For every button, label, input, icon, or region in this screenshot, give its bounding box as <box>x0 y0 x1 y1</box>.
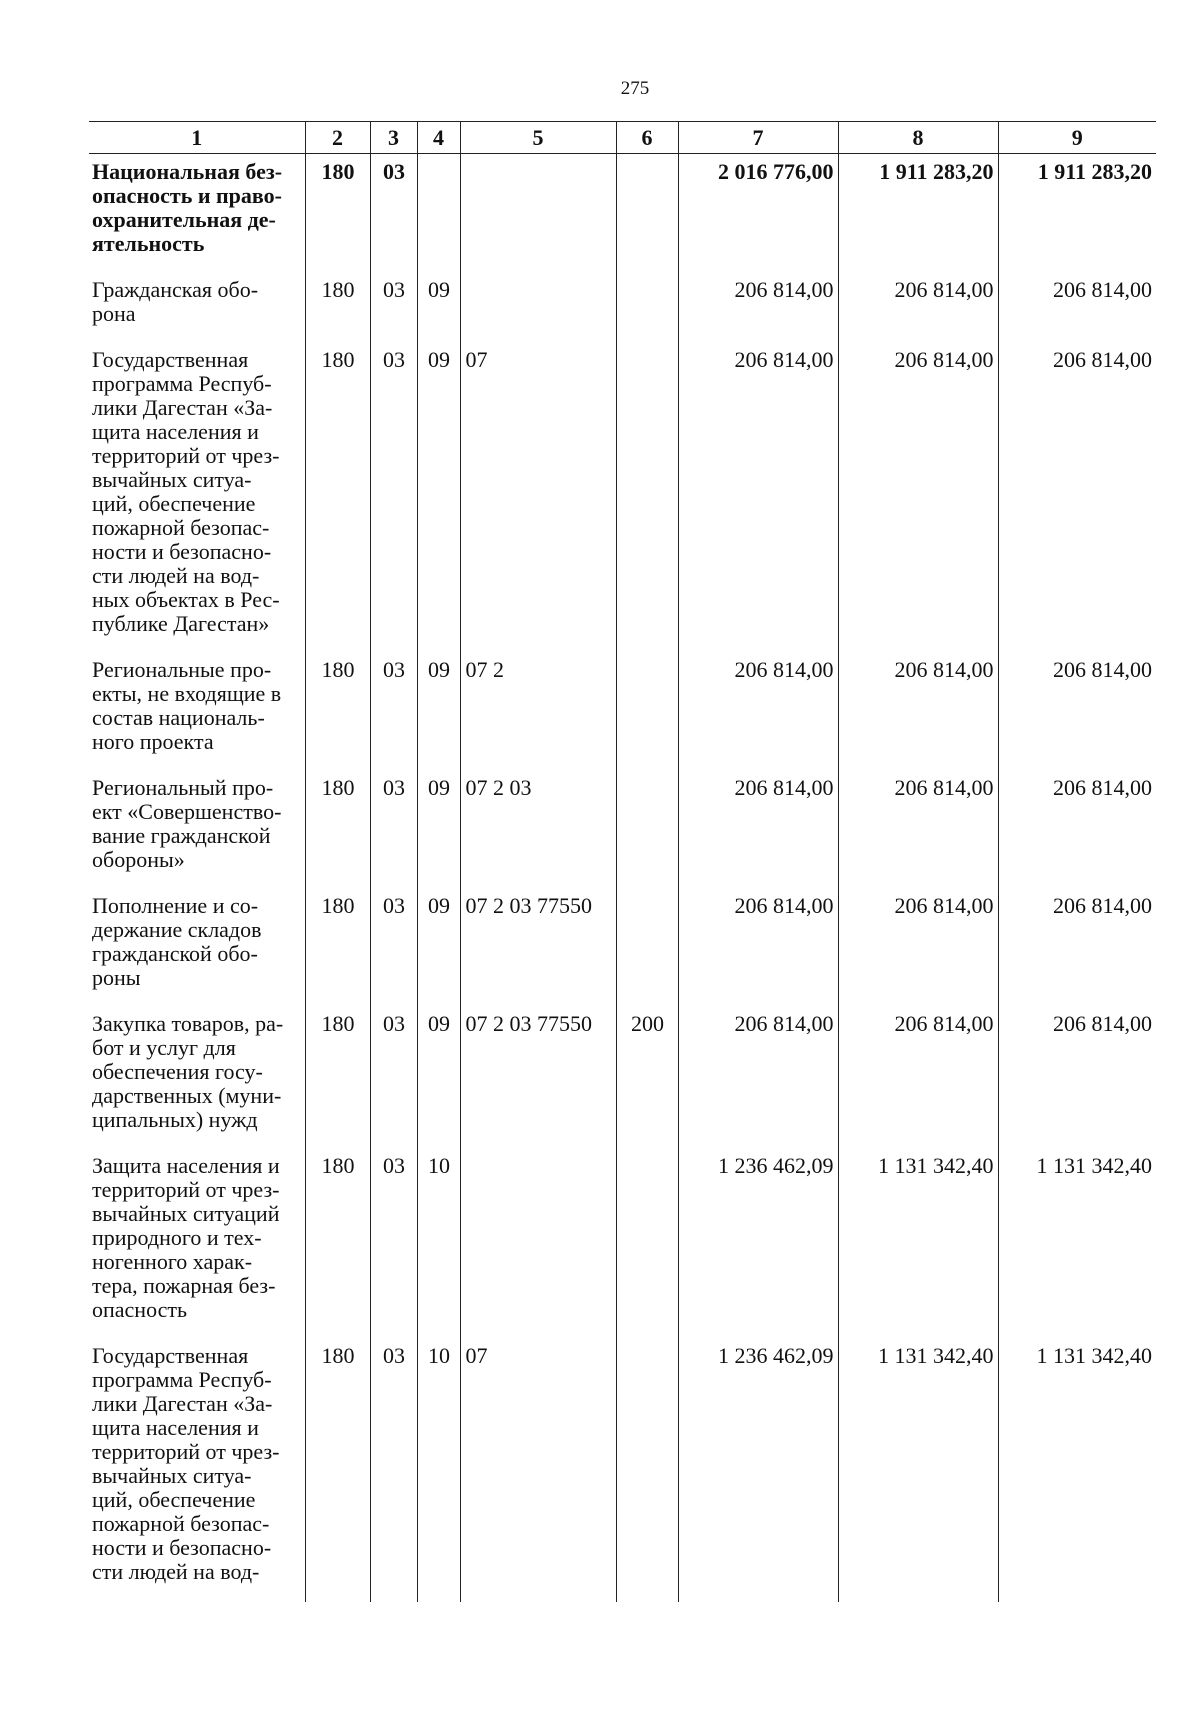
row-name-line: опасность <box>92 1297 188 1322</box>
cell-section-code: 03 <box>370 1008 417 1150</box>
row-name-line: сти людей на вод- <box>92 563 260 588</box>
row-name <box>89 1008 305 1150</box>
cell-amount-col9: 206 814,00 <box>998 274 1156 344</box>
cell-amount-col8: 1 131 342,40 <box>838 1340 998 1602</box>
table-row <box>89 154 1156 275</box>
cell-ministry-code: 180 <box>305 772 370 890</box>
row-name-line: Государственная <box>92 347 249 372</box>
cell-ministry-code: 180 <box>305 890 370 1008</box>
cell-expense-type <box>616 154 678 275</box>
row-name-line: вычайных ситуа- <box>92 467 252 492</box>
cell-section-code: 03 <box>370 890 417 1008</box>
row-name-line: Национальная без- <box>92 159 283 184</box>
row-name-line: территорий от чрез- <box>92 1177 280 1202</box>
cell-target-article <box>460 1150 616 1340</box>
cell-amount-col7: 1 236 462,09 <box>678 1150 838 1340</box>
cell-amount-col7: 206 814,00 <box>678 274 838 344</box>
row-name-line: ных объектах в Рес- <box>92 587 280 612</box>
row-name <box>89 1340 305 1602</box>
row-name-line: пожарной безопас- <box>92 1511 270 1536</box>
row-name-line: ного проекта <box>92 729 214 754</box>
cell-subsection-code: 09 <box>417 890 460 1008</box>
row-name-line: ект «Совершенство- <box>92 799 282 824</box>
row-name <box>89 154 305 275</box>
row-name-line: щита населения и <box>92 1415 259 1440</box>
row-name-line: ногенного харак- <box>92 1249 253 1274</box>
row-name-line: ций, обеспечение <box>92 491 256 516</box>
row-name-line: опасность и право- <box>92 183 282 208</box>
cell-ministry-code: 180 <box>305 154 370 275</box>
cell-target-article: 07 2 <box>460 654 616 772</box>
cell-subsection-code: 09 <box>417 274 460 344</box>
cell-amount-col9: 1 131 342,40 <box>998 1340 1156 1602</box>
row-name-line: Защита населения и <box>92 1153 280 1178</box>
row-name-line: ности и безопасно- <box>92 539 272 564</box>
cell-section-code: 03 <box>370 344 417 654</box>
row-name-line: ятельность <box>92 231 205 256</box>
header-row <box>89 122 1156 154</box>
column-header-7: 7 <box>678 122 838 154</box>
cell-amount-col7: 206 814,00 <box>678 654 838 772</box>
cell-expense-type <box>616 344 678 654</box>
cell-amount-col8: 206 814,00 <box>838 654 998 772</box>
cell-subsection-code: 09 <box>417 772 460 890</box>
row-name-line: пожарной безопас- <box>92 515 270 540</box>
cell-expense-type <box>616 1340 678 1602</box>
row-name-line: держание складов <box>92 917 262 942</box>
row-name-line: состав националь- <box>92 705 265 730</box>
cell-amount-col9: 206 814,00 <box>998 772 1156 890</box>
row-name-line: тера, пожарная без- <box>92 1273 276 1298</box>
cell-expense-type <box>616 772 678 890</box>
table-row <box>89 772 1156 890</box>
cell-amount-col7: 1 236 462,09 <box>678 1340 838 1602</box>
cell-amount-col8: 1 131 342,40 <box>838 1150 998 1340</box>
row-name-line: программа Респуб- <box>92 371 272 396</box>
cell-section-code: 03 <box>370 274 417 344</box>
cell-subsection-code: 09 <box>417 654 460 772</box>
cell-amount-col9: 206 814,00 <box>998 1008 1156 1150</box>
cell-section-code: 03 <box>370 1340 417 1602</box>
cell-amount-col9: 206 814,00 <box>998 344 1156 654</box>
cell-ministry-code: 180 <box>305 1008 370 1150</box>
row-name-line: публике Дагестан» <box>92 611 270 636</box>
row-name <box>89 1150 305 1340</box>
cell-ministry-code: 180 <box>305 1150 370 1340</box>
row-name-line: программа Респуб- <box>92 1367 272 1392</box>
table-row <box>89 654 1156 772</box>
cell-amount-col9: 1 131 342,40 <box>998 1150 1156 1340</box>
column-header-1: 1 <box>89 122 305 154</box>
cell-amount-col7: 206 814,00 <box>678 890 838 1008</box>
row-name-line: лики Дагестан «За- <box>92 395 273 420</box>
column-header-3: 3 <box>370 122 417 154</box>
row-name <box>89 344 305 654</box>
row-name-line: Закупка товаров, ра- <box>92 1011 284 1036</box>
cell-ministry-code: 180 <box>305 1340 370 1602</box>
cell-target-article: 07 <box>460 344 616 654</box>
column-header-6: 6 <box>616 122 678 154</box>
cell-subsection-code: 09 <box>417 1008 460 1150</box>
cell-expense-type <box>616 890 678 1008</box>
cell-expense-type <box>616 274 678 344</box>
row-name-line: ности и безопасно- <box>92 1535 272 1560</box>
row-name-line: Гражданская обо- <box>92 277 259 302</box>
row-name <box>89 274 305 344</box>
cell-ministry-code: 180 <box>305 274 370 344</box>
row-name-line: роны <box>92 965 141 990</box>
row-name-line: бот и услуг для <box>92 1035 236 1060</box>
cell-ministry-code: 180 <box>305 654 370 772</box>
table-row <box>89 890 1156 1008</box>
cell-section-code: 03 <box>370 1150 417 1340</box>
cell-amount-col9: 1 911 283,20 <box>998 154 1156 275</box>
row-name-line: охранительная де- <box>92 207 276 232</box>
table-header <box>89 122 1156 154</box>
cell-target-article: 07 <box>460 1340 616 1602</box>
row-name-line: екты, не входящие в <box>92 681 282 706</box>
cell-ministry-code: 180 <box>305 344 370 654</box>
table-body <box>89 154 1156 1603</box>
table-row <box>89 1340 1156 1602</box>
cell-section-code: 03 <box>370 772 417 890</box>
row-name <box>89 772 305 890</box>
row-name-line: рона <box>92 301 136 326</box>
row-name-line: Пополнение и со- <box>92 893 259 918</box>
row-name-line: дарственных (муни- <box>92 1083 282 1108</box>
column-header-4: 4 <box>417 122 460 154</box>
row-name-line: вание гражданской <box>92 823 271 848</box>
row-name <box>89 890 305 1008</box>
cell-expense-type: 200 <box>616 1008 678 1150</box>
column-header-9: 9 <box>998 122 1156 154</box>
row-name-line: щита населения и <box>92 419 259 444</box>
row-name-line: ций, обеспечение <box>92 1487 256 1512</box>
cell-amount-col8: 1 911 283,20 <box>838 154 998 275</box>
column-header-5: 5 <box>460 122 616 154</box>
cell-amount-col8: 206 814,00 <box>838 1008 998 1150</box>
cell-expense-type <box>616 1150 678 1340</box>
cell-amount-col7: 206 814,00 <box>678 1008 838 1150</box>
row-name-line: обеспечения госу- <box>92 1059 263 1084</box>
cell-section-code: 03 <box>370 654 417 772</box>
row-name-line: обороны» <box>92 847 185 872</box>
cell-expense-type <box>616 654 678 772</box>
row-name <box>89 654 305 772</box>
cell-target-article <box>460 154 616 275</box>
row-name-line: Государственная <box>92 1343 249 1368</box>
cell-subsection-code: 10 <box>417 1340 460 1602</box>
row-name-line: ципальных) нужд <box>92 1107 258 1132</box>
cell-amount-col7: 2 016 776,00 <box>678 154 838 275</box>
cell-amount-col8: 206 814,00 <box>838 772 998 890</box>
cell-amount-col8: 206 814,00 <box>838 890 998 1008</box>
row-name-line: гражданской обо- <box>92 941 258 966</box>
cell-target-article <box>460 274 616 344</box>
table-row <box>89 1008 1156 1150</box>
cell-amount-col9: 206 814,00 <box>998 890 1156 1008</box>
cell-subsection-code <box>417 154 460 275</box>
row-name-line: Региональные про- <box>92 657 272 682</box>
cell-amount-col9: 206 814,00 <box>998 654 1156 772</box>
table-row <box>89 344 1156 654</box>
cell-section-code: 03 <box>370 154 417 275</box>
cell-target-article: 07 2 03 <box>460 772 616 890</box>
cell-target-article: 07 2 03 77550 <box>460 1008 616 1150</box>
cell-subsection-code: 09 <box>417 344 460 654</box>
cell-amount-col7: 206 814,00 <box>678 344 838 654</box>
budget-table <box>89 121 1156 1602</box>
table-row <box>89 1150 1156 1340</box>
row-name-line: природного и тех- <box>92 1225 262 1250</box>
row-name-line: вычайных ситуа- <box>92 1463 252 1488</box>
row-name-line: сти людей на вод- <box>92 1559 260 1584</box>
row-name-line: территорий от чрез- <box>92 1439 280 1464</box>
table-row <box>89 274 1156 344</box>
cell-amount-col8: 206 814,00 <box>838 344 998 654</box>
page-number: 275 <box>620 78 650 99</box>
cell-subsection-code: 10 <box>417 1150 460 1340</box>
cell-target-article: 07 2 03 77550 <box>460 890 616 1008</box>
row-name-line: вычайных ситуаций <box>92 1201 280 1226</box>
row-name-line: Региональный про- <box>92 775 274 800</box>
cell-amount-col8: 206 814,00 <box>838 274 998 344</box>
row-name-line: территорий от чрез- <box>92 443 280 468</box>
cell-amount-col7: 206 814,00 <box>678 772 838 890</box>
column-header-2: 2 <box>305 122 370 154</box>
row-name-line: лики Дагестан «За- <box>92 1391 273 1416</box>
column-header-8: 8 <box>838 122 998 154</box>
